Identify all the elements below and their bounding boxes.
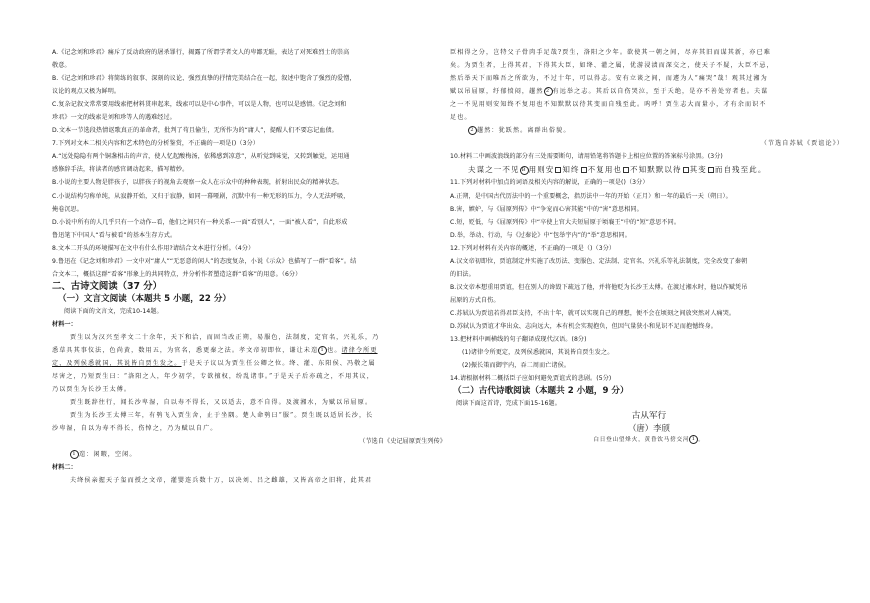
left-column: [52, 46, 450, 488]
text: 悉草具其事仪法，色尚黄，数用五，为官名，悉更秦之法。孝文帝初即位，谦让未遑: [52, 346, 319, 354]
q11-option-c: C.短，贬低，与《屈原列传》中“卒使上官大夫短屈原于顷襄王”中的“短”意思不同。: [450, 218, 681, 226]
material-1-line: 乃以贾生为长沙王太傅。: [52, 386, 132, 394]
q6-option-d: D.文本一节选段热情讴歌真正的革命者，批判了苟且偷生，无所作为的“庸人”，提醒人们不要忘记血债。: [52, 127, 338, 135]
material-1-line: 尽害之，乃短贾生曰：“洛阳之人，年少初学，专欲擅权，纷乱诸事。”于是天子后亦疏之，不用其议，: [52, 373, 374, 381]
text: 不复用也: [587, 165, 623, 175]
text: 赋以吊屈原，纡郁愤闷，趯然: [450, 88, 544, 96]
q11-stem: 11.下列对材料中加点的词语及相关内容的解说，正确的一项是()（3分）: [450, 179, 649, 187]
material-1-line: [52, 344, 450, 357]
q7-option-d-cont: 鲁迅笔下中国人“看与被看”的基本生存方式。: [52, 231, 177, 239]
q7-option-c-cont: 掩卷沉思。: [52, 205, 83, 213]
q13-sentence-1: (1)诸律令所更定，及列侯悉就国，其说皆自贾生发之。: [462, 349, 614, 357]
q12-option-b-cont: 屈原的方式自伤。: [450, 296, 500, 304]
subsection-2-instruction: 阅读下面这首诗，完成下面15-16题。: [456, 400, 561, 408]
q12-stem: 12.下列对材料有关内容的概述，不正确的一项是（)（3分）: [450, 244, 616, 252]
poem-author: （唐）李颀: [628, 423, 670, 434]
underlined-sentence: 诸律令所更: [341, 346, 378, 354]
q12-option-c: C.苏轼认为贾谊若得君臣支持，不出十年，就可以实现自己的理想，便不会在顷刻之间放突然对人痛哭。: [450, 309, 736, 317]
answer-mark[interactable]: [683, 167, 689, 173]
material-2-source: （节选自苏轼《贾谊论》）: [760, 140, 844, 148]
q13-sentence-2: (2)振长策而御宇内，吞二周而亡诸侯。: [462, 362, 571, 370]
q6-option-c: C.复杂记叙文常常要用线索把材料贯串起来，线索可以是中心事件，可以是人物，也可以是感情。《记念刘和: [52, 101, 347, 109]
footnote-2: [450, 124, 848, 137]
text: 知终: [562, 165, 580, 175]
text: 而自残至此。: [714, 165, 767, 175]
q11-option-d: D.举，举动、行动，与《过秦论》中“包举宇内”的“举”意思相同。: [450, 231, 631, 239]
subsection-1-title: （一）文言文阅读（本题共 5 小题，22 分）: [58, 293, 232, 304]
footnote-1: [52, 448, 450, 461]
note-marker-1: 1: [689, 435, 698, 444]
q6-option-a-cont: 敬意。: [52, 62, 71, 70]
footnote-text: 遑：闲暇，空闲。: [79, 451, 137, 459]
material-2-line: 然后举天下而唯吾之所欲为，不过十年，可以得志。安有立谈之间，而遽为人“痛哭”哉！观其过湘为: [450, 75, 768, 83]
q7-stem: 7.下列对文本二相关内容和艺术特色的分析鉴赏，不正确的一项是()（3分）: [52, 140, 259, 148]
text: 用则安: [528, 165, 555, 175]
footnote-text: 趯然：犹跃然。离群出俗貌。: [477, 127, 571, 135]
answer-mark[interactable]: [623, 167, 629, 173]
material-2-line: 矣。为贾生者，上得其君，下得其大臣，如绛、灌之属，优游浸渍而深交之，使天子不疑，大臣不忌，: [450, 62, 774, 70]
q12-option-b: B.汉文帝本想重用贾谊，但在别人的谗毁下疏远了他，并将他贬为长沙王太傅。在渡过湘水时，他以作赋凭吊: [450, 283, 748, 291]
text: 。: [698, 437, 705, 444]
q6-option-c-cont: 珍君》一文的线索是刘和珍等人的遇难经过。: [52, 114, 176, 122]
q7-option-a-cont: 感修辞手法，将读者的感官调动起来，描写精妙。: [52, 166, 189, 174]
q12-option-a: A.汉文帝初即位，贾谊制定并实施了改历法、变服色、定法制、定官名、兴礼乐等礼法制度，完全改变了秦朝: [450, 257, 748, 265]
material-1-line: 沙卑湿，自以为寿不得长，伤悼之，乃为赋以自广。: [52, 425, 218, 433]
text: 也。: [327, 346, 342, 354]
q6-option-b-cont: 议论的观点又极为鲜明。: [52, 88, 121, 96]
text: 夫谋之一不见: [468, 165, 520, 175]
note-marker-2: 2: [468, 126, 477, 135]
section-2-title: 二、古诗文阅读（37 分）: [52, 280, 163, 292]
material-1-label: 材料一：: [52, 320, 77, 328]
subsection-1-instruction: 阅读下面的文言文，完成10-14题。: [64, 307, 163, 315]
answer-mark[interactable]: [581, 167, 587, 173]
text: 有远举之志。其后以自伤哭泣，至于夭绝，是亦不善处穷者也。夫谋: [552, 88, 769, 96]
material-1-line: 贾生为长沙王太傅三年，有鸮飞入贾生舍，止于坐隅。楚人命鸮曰“服”。贾生既以适居长沙，长: [70, 412, 374, 420]
q8: 8.文本二开头的环境描写在文中有什么作用?请结合文本进行分析。（4分）: [52, 244, 255, 252]
material-2-label: 材料二：: [52, 464, 77, 472]
underlined-sentence-cont: 定，及列侯悉就国，其说皆自贾生发之。: [52, 360, 182, 368]
q10-sentence: [450, 163, 848, 176]
answer-mark-b[interactable]: B: [520, 166, 529, 175]
q14: 14.请根据材料二概括臣子应如何避免贾谊式的悲剧。(5分): [450, 375, 612, 383]
poem-line-1: [450, 434, 848, 446]
q9: 9.鲁迅在《记念刘和珍君》一文中对“庸人”“无恶意的闲人”的态度复杂，小说《示众》也描写了一群“看客”。结: [52, 257, 357, 265]
material-1-line: [52, 357, 450, 370]
note-marker-1: 1: [318, 346, 327, 355]
material-2-line: 夫绛侯亲握天子玺而授之文帝，灌婴连兵数十万，以决刘、吕之雌雄，又皆高帝之旧将，此其君: [70, 477, 373, 485]
answer-mark[interactable]: [555, 167, 561, 173]
material-2-wavy-line: 之一不见用则安知终不复用也不知默默以待其变而自残至此。呜呼！贾生志大而量小，才有余而识不: [450, 101, 767, 109]
material-1-line: 贾生以为汉兴至孝文二十余年，天下和洽，而固当改正朔，易服色，法制度，定官名，兴礼乐，乃: [70, 333, 380, 341]
q11-option-b: B.害，嫉妒，与《屈原列传》中“争宠而心害其能”中的“害”意思相同。: [450, 205, 643, 213]
q9-cont: 合文本二，概括这群“看客”形象上的共同特点，并分析作者塑造这群“看客”的用意。（6分）: [52, 270, 302, 278]
material-2-line: [450, 85, 848, 98]
answer-mark[interactable]: [708, 167, 714, 173]
text: 白日登山望烽火，黄昏饮马傍交河: [593, 437, 690, 444]
material-1-source: （节选自《史记屈原贾生列传》: [359, 438, 446, 446]
poem-title: 古从军行: [631, 411, 667, 422]
q7-option-d: D.小说中所有的人几乎只有一个动作--看，他们之间只有一种关系--一面“看别人”，一面“被人看”，自此形成: [52, 218, 348, 226]
right-column: [450, 46, 848, 446]
material-2-line: 臣相得之分，岂特父子骨肉手足哉?贾生，洛阳之少年。欲使其一朝之间，尽弃其旧而谋其新，亦已难: [450, 49, 771, 56]
q13-stem: 13.把材料中画横线的句子翻译成现代汉语。(8分): [450, 336, 587, 344]
q10-stem: 10.材料二中画波浪线的部分有三处需要断句，请用铅笔将答题卡上相应位置的答案标号涂黑。(3分): [450, 153, 723, 161]
material-2-line: 足也。: [450, 114, 472, 122]
q6-option-a: A.《记念刘和珍君》痛斥了反动政府的屠杀罪行，揭露了所谓学者文人的卑鄙无耻，表达了对死难烈士的崇高: [52, 49, 350, 56]
q12-option-a-cont: 的旧法。: [450, 270, 475, 278]
q7-option-c: C.小说结构匀称单纯，从寂静开始，又归于寂静，如同一幕哑剧，沉默中有一种无形的压力，令人无法呼吸，: [52, 192, 350, 200]
material-1-line: 贾生既辞往行，闻长沙卑湿，自以寿不得长，又以适去，意不自得。及渡湘水，为赋以吊屈原。: [70, 399, 373, 407]
q11-option-a: A.正朔，是中国古代历法中的一个重要概念，指历法中一年的开始（正月）和一年的最后一天（朔日）。: [450, 192, 732, 200]
subsection-2-title: （二）古代诗歌阅读（本题共 2 小题，9 分）: [453, 386, 629, 397]
q6-option-b: B.《记念刘和珍君》将简练的叙事、深刻的议论、强烈真挚的抒情完美结合在一起，叙述中饱含了强烈的爱憎，: [52, 75, 356, 83]
text: 于是天子议以为贾生任公卿之位。绛、灌、东阳侯、冯敬之属: [181, 360, 376, 368]
note-marker-2: 2: [544, 87, 553, 96]
text: 不知默默以待: [630, 165, 682, 175]
text: 其变: [689, 165, 707, 175]
note-marker-1: 1: [70, 450, 79, 459]
q7-option-b: B.小说的主要人物是胖孩子，以胖孩子的视角去观察一众人在示众中的种种表现，折射出民众的精神状态。: [52, 179, 344, 187]
q7-option-a: A.“远处隐隐有两个铜盏相击的声音，使人忆起酸梅汤，依稀感到凉意”，从听觉到味觉，又转到触觉，运用通: [52, 153, 350, 161]
q12-option-d: D.苏轼认为贾谊才华出众、志向远大，本有机会实现抱负，但因气量狭小和见识不足而抱憾终身。: [450, 322, 717, 330]
